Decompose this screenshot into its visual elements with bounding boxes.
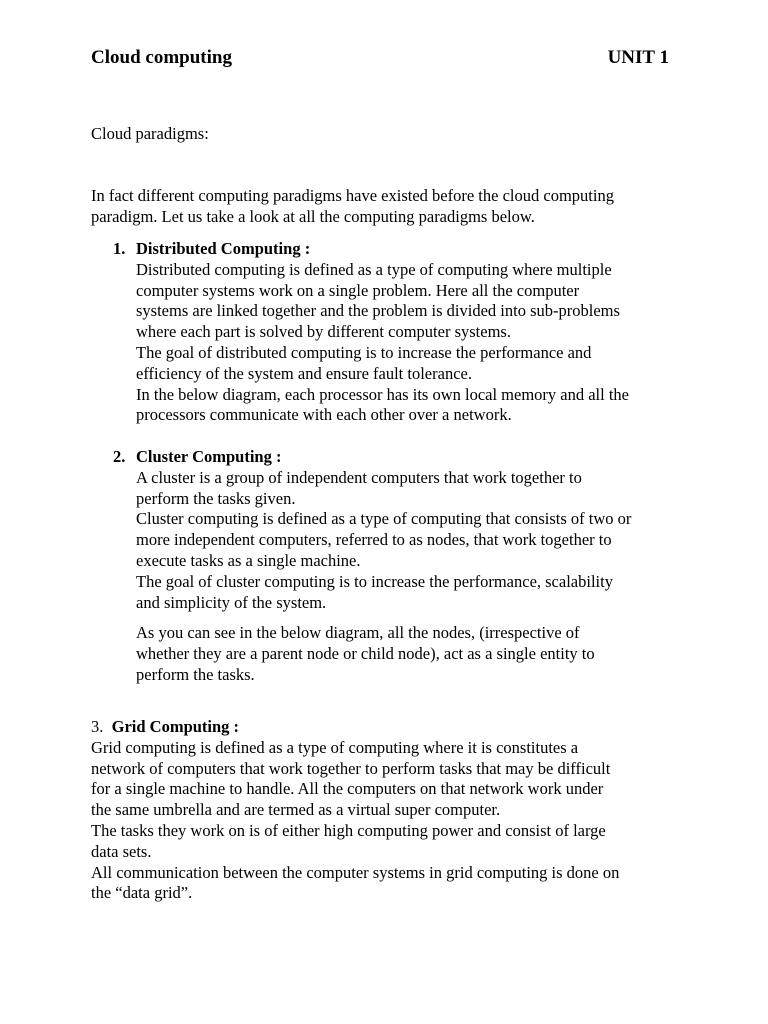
list-number: 3. xyxy=(91,717,104,736)
item-line: A cluster is a group of independent computers that work together to xyxy=(136,467,582,487)
item-line: network of computers that work together to perform tasks that may be difficult xyxy=(91,758,611,778)
item-line: the “data grid”. xyxy=(91,883,193,903)
item-line: In the below diagram, each processor has its own local memory and all the xyxy=(136,384,630,404)
page-header xyxy=(91,46,669,70)
item-line: where each part is solved by different computer systems. xyxy=(136,322,511,342)
item-line: and simplicity of the system. xyxy=(136,592,327,612)
item-line: systems are linked together and the problem is divided into sub-problems xyxy=(136,301,620,321)
item-line: the same umbrella and are termed as a virtual super computer. xyxy=(91,800,501,820)
item-line: more independent computers, referred to as nodes, that work together to xyxy=(136,530,612,550)
item-line: processors communicate with each other over a network. xyxy=(136,405,512,425)
document-title: Cloud computing xyxy=(91,47,232,68)
unit-label: UNIT 1 xyxy=(607,47,669,68)
list-item-cluster-computing xyxy=(136,447,631,613)
item-line: As you can see in the below diagram, all the nodes, (irrespective of xyxy=(136,623,580,642)
item-line: Grid computing is defined as a type of computing where it is constitutes a xyxy=(91,737,579,757)
item-line: execute tasks as a single machine. xyxy=(136,550,361,570)
item-line: The goal of cluster computing is to increase the performance, scalability xyxy=(136,571,613,591)
intro-line: paradigm. Let us take a look at all the computing paradigms below. xyxy=(91,206,535,226)
cluster-diagram-note xyxy=(136,623,595,685)
list-number: 2. xyxy=(113,447,126,466)
item-heading: Distributed Computing : xyxy=(136,239,311,258)
item-heading: Grid Computing : xyxy=(111,717,240,736)
item-line: data sets. xyxy=(91,841,152,861)
item-line: perform the tasks given. xyxy=(136,488,296,508)
item-heading: Cluster Computing : xyxy=(136,447,282,466)
item-line: computer systems work on a single problem. Here all the computer xyxy=(136,280,580,300)
list-item-distributed-computing xyxy=(136,239,629,426)
item-line: All communication between the computer systems in grid computing is done on xyxy=(91,862,620,882)
intro-paragraph xyxy=(91,186,614,228)
list-number: 1. xyxy=(113,239,126,258)
item-line: efficiency of the system and ensure fault tolerance. xyxy=(136,363,472,383)
item-line: for a single machine to handle. All the computers on that network work under xyxy=(91,779,604,799)
item-line: Distributed computing is defined as a type of computing where multiple xyxy=(136,259,612,279)
list-item-grid-computing xyxy=(91,717,619,904)
item-line: Cluster computing is defined as a type of computing that consists of two or xyxy=(136,509,632,529)
item-line: The goal of distributed computing is to increase the performance and xyxy=(136,342,592,362)
item-line: perform the tasks. xyxy=(136,664,255,684)
section-title: Cloud paradigms: xyxy=(91,124,209,143)
item-line: whether they are a parent node or child node), act as a single entity to xyxy=(136,643,595,663)
item-line: The tasks they work on is of either high computing power and consist of large xyxy=(91,820,606,840)
intro-line: In fact different computing paradigms have existed before the cloud computing xyxy=(91,186,614,205)
